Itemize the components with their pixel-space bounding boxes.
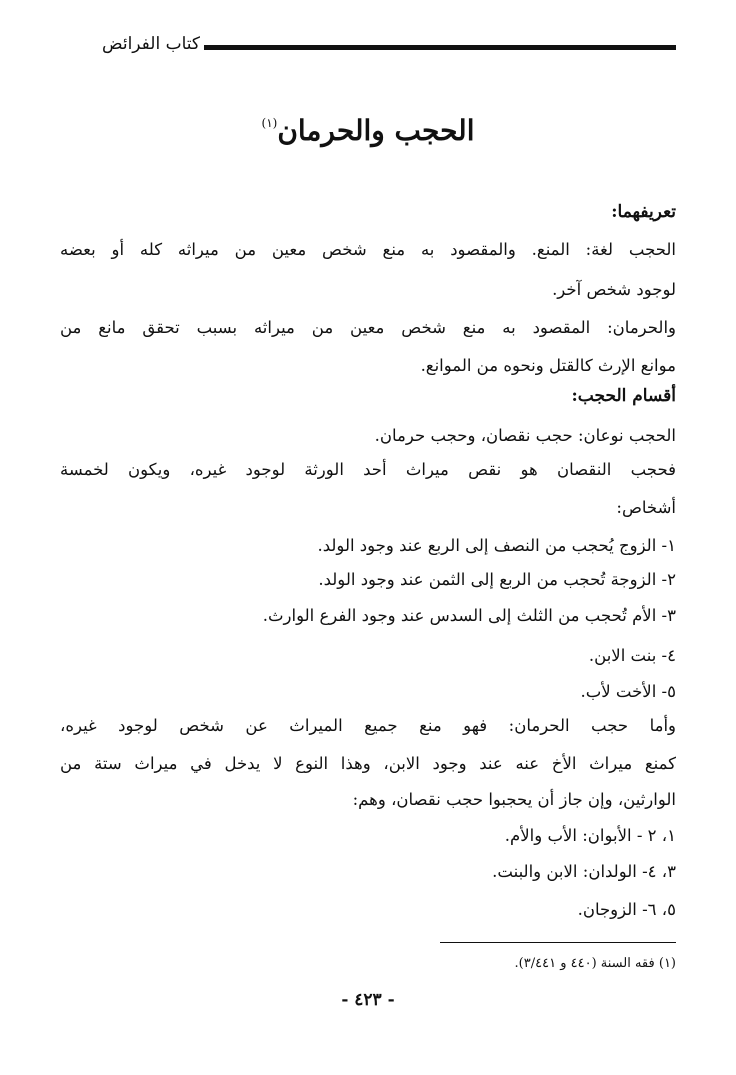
body-line: موانع الإرث كالقتل ونحوه من الموانع.	[420, 356, 676, 375]
body-line: الوارثين، وإن جاز أن يحجبوا حجب نقصان، وهم:	[352, 790, 676, 809]
list-item: ٥، ٦- الزوجان.	[577, 900, 676, 919]
section-heading: أقسام الحجب:	[571, 386, 676, 406]
body-line: فحجب النقصان هو نقص ميراث أحد الورثة لوجود غيره، ويكون لخمسة	[60, 460, 676, 479]
list-item: ٣، ٤- الولدان: الابن والبنت.	[492, 862, 676, 881]
header-rule	[204, 45, 676, 50]
footnote-rule	[440, 942, 676, 943]
list-item: ٢- الزوجة تُحجب من الربع إلى الثمن عند وجود الولد.	[318, 570, 676, 589]
running-header-title: كتاب الفرائض	[102, 34, 200, 54]
chapter-title-text: الحجب والحرمان	[277, 114, 475, 147]
list-item: ٤- بنت الابن.	[588, 646, 676, 665]
body-line: الحجب نوعان: حجب نقصان، وحجب حرمان.	[374, 426, 676, 445]
footnote: (١) فقه السنة (٤٤٠ و ٣/٤٤١).	[514, 956, 676, 971]
body-line: كمنع ميراث الأخ عنه عند وجود الابن، وهذا النوع لا يدخل في ميراث ستة من	[60, 754, 676, 773]
definition-heading: تعريفهما:	[611, 202, 676, 222]
page-number: - ٤٢٣ -	[341, 990, 395, 1010]
list-item: ٣- الأم تُحجب من الثلث إلى السدس عند وجود الفرع الوارث.	[262, 606, 676, 625]
body-line: والحرمان: المقصود به منع شخص معين من ميراثه بسبب تحقق مانع من	[60, 318, 676, 337]
footnote-marker: (١)	[261, 116, 278, 130]
list-item: ١- الزوج يُحجب من النصف إلى الربع عند وجود الولد.	[317, 536, 676, 555]
list-item: ٥- الأخت لأب.	[580, 682, 676, 701]
body-line: لوجود شخص آخر.	[552, 280, 676, 299]
chapter-title	[0, 114, 736, 147]
list-item: ١، ٢ - الأبوان: الأب والأم.	[504, 826, 676, 845]
body-line: وأما حجب الحرمان: فهو منع جميع الميراث عن شخص لوجود غيره،	[60, 716, 676, 735]
body-line: أشخاص:	[616, 498, 676, 517]
body-line: الحجب لغة: المنع. والمقصود به منع شخص معين من ميراثه كله أو بعضه	[60, 240, 676, 259]
